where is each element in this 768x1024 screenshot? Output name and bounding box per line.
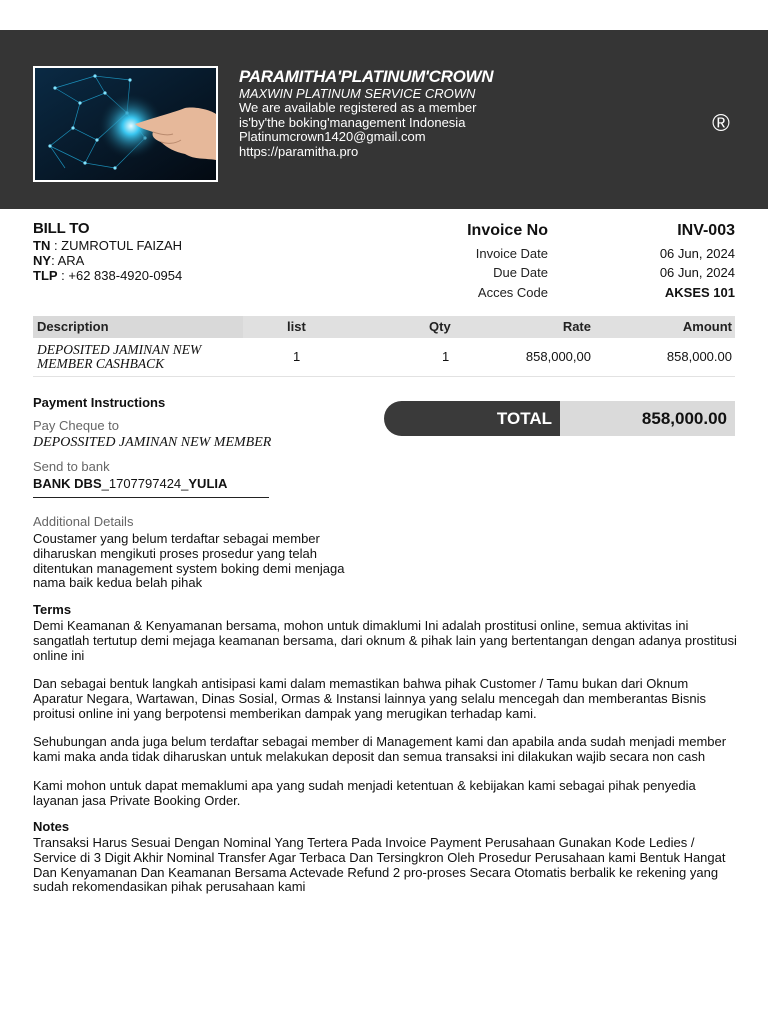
terms-paragraph: Dan sebagai bentuk langkah antisipasi kami dalam memastikan bahwa pihak Customer / Tamu bukan dari Oknum Aparatur Negara, Wartawan, Dinas Sosial, Ormas & Instansi lainnya yang selalu mencegah dan memberantas Bisnis proitusi online ini yang berpotensi memberikan dampak yang merugikan terhadap kami. bbox=[33, 676, 706, 721]
additional-details-text: Coustamer yang belum terdaftar sebagai member diharuskan mengikuti proses prosedur yang telah ditentukan management system boking demi menjaga nama baik kedua belah pihak bbox=[33, 531, 345, 591]
bank-name: BANK DBS bbox=[33, 476, 102, 491]
item-rate: 858,000,00 bbox=[525, 349, 591, 364]
terms-paragraph: Sehubungan anda juga belum terdaftar sebagai member di Management kami dan apabila anda sudah menjadi member kami maka anda tidak diharuskan untuk melakukan deposit dan semua transaksi ini dilakukan wajib secara non cash bbox=[33, 734, 727, 764]
due-date-label: Due Date bbox=[493, 265, 548, 280]
invoice-no-label: Invoice No bbox=[467, 222, 548, 239]
bank-account: _1707797424_ bbox=[101, 476, 189, 491]
company-logo-image bbox=[33, 66, 218, 182]
item-qty: 1 bbox=[442, 349, 450, 364]
total-value: 858,000.00 bbox=[641, 409, 727, 428]
terms-paragraph: Kami mohon untuk dapat memaklumi apa yang sudah menjadi ketentuan & kebijakan kami sebagai pihak penyedia layanan jasa Private Booking Order. bbox=[33, 778, 696, 808]
send-bank-label: Send to bank bbox=[33, 459, 110, 474]
header-rate: Rate bbox=[562, 319, 591, 334]
ny-label: NY bbox=[33, 253, 52, 268]
company-info-line: is'by'the boking'management Indonesia bbox=[239, 114, 466, 130]
bank-holder: YULIA bbox=[188, 476, 228, 491]
total-label: TOTAL bbox=[496, 409, 552, 428]
header-description: Description bbox=[33, 316, 243, 338]
invoice-no-value: INV-003 bbox=[677, 222, 735, 239]
additional-details-label: Additional Details bbox=[33, 514, 134, 529]
bill-to-section bbox=[33, 220, 182, 283]
company-info bbox=[239, 67, 493, 159]
tlp-value: : +62 838-4920-0954 bbox=[57, 268, 183, 283]
company-tagline: MAXWIN PLATINUM SERVICE CROWN bbox=[239, 86, 476, 101]
total-label-cell bbox=[384, 401, 560, 436]
table-row bbox=[33, 338, 735, 377]
bill-to-ny bbox=[33, 253, 182, 268]
company-website[interactable]: https://paramitha.pro bbox=[239, 143, 359, 159]
header-qty: Qty bbox=[429, 319, 451, 334]
tlp-label: TLP bbox=[33, 268, 58, 283]
item-amount: 858,000.00 bbox=[666, 349, 732, 364]
access-code-label: Acces Code bbox=[477, 285, 548, 300]
bill-to-tn bbox=[33, 238, 182, 253]
total-value-cell bbox=[560, 401, 735, 436]
invoice-date-label: Invoice Date bbox=[475, 246, 548, 261]
items-table bbox=[33, 316, 735, 377]
notes-text: Transaksi Harus Sesuai Dengan Nominal Yang Tertera Pada Invoice Payment Perusahaan Gunakan Kode Ledies / Service di 3 Digit Akhir Nominal Transfer Agar Terbaca Dan Tersingkron Oleh Prosedur Perusahaan kami Bentuk Hangat Dan Kenyamanan Dan Keamanan Bersama Actevade Refund 2 pro-proses Secara Otomatis berbalik ke rekening yang sudah rekomendasikan pihak perusahaan kami bbox=[33, 835, 726, 895]
terms-title: Terms bbox=[33, 602, 72, 617]
items-table-header bbox=[33, 316, 735, 338]
terms-paragraph: Demi Keamanan & Kenyamanan bersama, mohon untuk dimaklumi Ini adalah prostitusi online, semua aktivitas ini sangatlah tertutup demi mejaga keamanan bersama, dari oknum & pihak lain yang bertentangan dengan adanya prostitusi online ini bbox=[33, 618, 737, 663]
item-list: 1 bbox=[293, 349, 301, 364]
pay-cheque-label: Pay Cheque to bbox=[33, 418, 120, 433]
invoice-header bbox=[0, 30, 768, 209]
registered-mark-icon: ® bbox=[712, 110, 730, 137]
bill-to-tlp bbox=[33, 268, 182, 283]
tn-value: : ZUMROTUL FAIZAH bbox=[50, 238, 183, 253]
invoice-date-value: 06 Jun, 2024 bbox=[659, 246, 735, 261]
pay-cheque-value: DEPOSSITED JAMINAN NEW MEMBER bbox=[33, 435, 272, 450]
bank-details bbox=[33, 476, 227, 491]
bank-divider bbox=[33, 497, 269, 498]
item-description: DEPOSITED JAMINAN NEW MEMBER CASHBACK bbox=[37, 342, 202, 371]
company-email[interactable]: Platinumcrown1420@gmail.com bbox=[239, 129, 426, 144]
notes-title: Notes bbox=[33, 819, 70, 834]
access-code-value: AKSES 101 bbox=[664, 285, 735, 300]
payment-instructions-title: Payment Instructions bbox=[33, 395, 166, 410]
ny-value: : ARA bbox=[51, 253, 85, 268]
header-list: list bbox=[287, 319, 306, 334]
tn-label: TN bbox=[33, 238, 51, 253]
due-date-value: 06 Jun, 2024 bbox=[659, 265, 735, 280]
header-amount: Amount bbox=[682, 319, 732, 334]
company-info-line: We are available registered as a member bbox=[239, 100, 477, 115]
total-box bbox=[384, 401, 735, 436]
company-name: PARAMITHA'PLATINUM'CROWN bbox=[239, 67, 494, 86]
bill-to-title: BILL TO bbox=[33, 220, 90, 237]
